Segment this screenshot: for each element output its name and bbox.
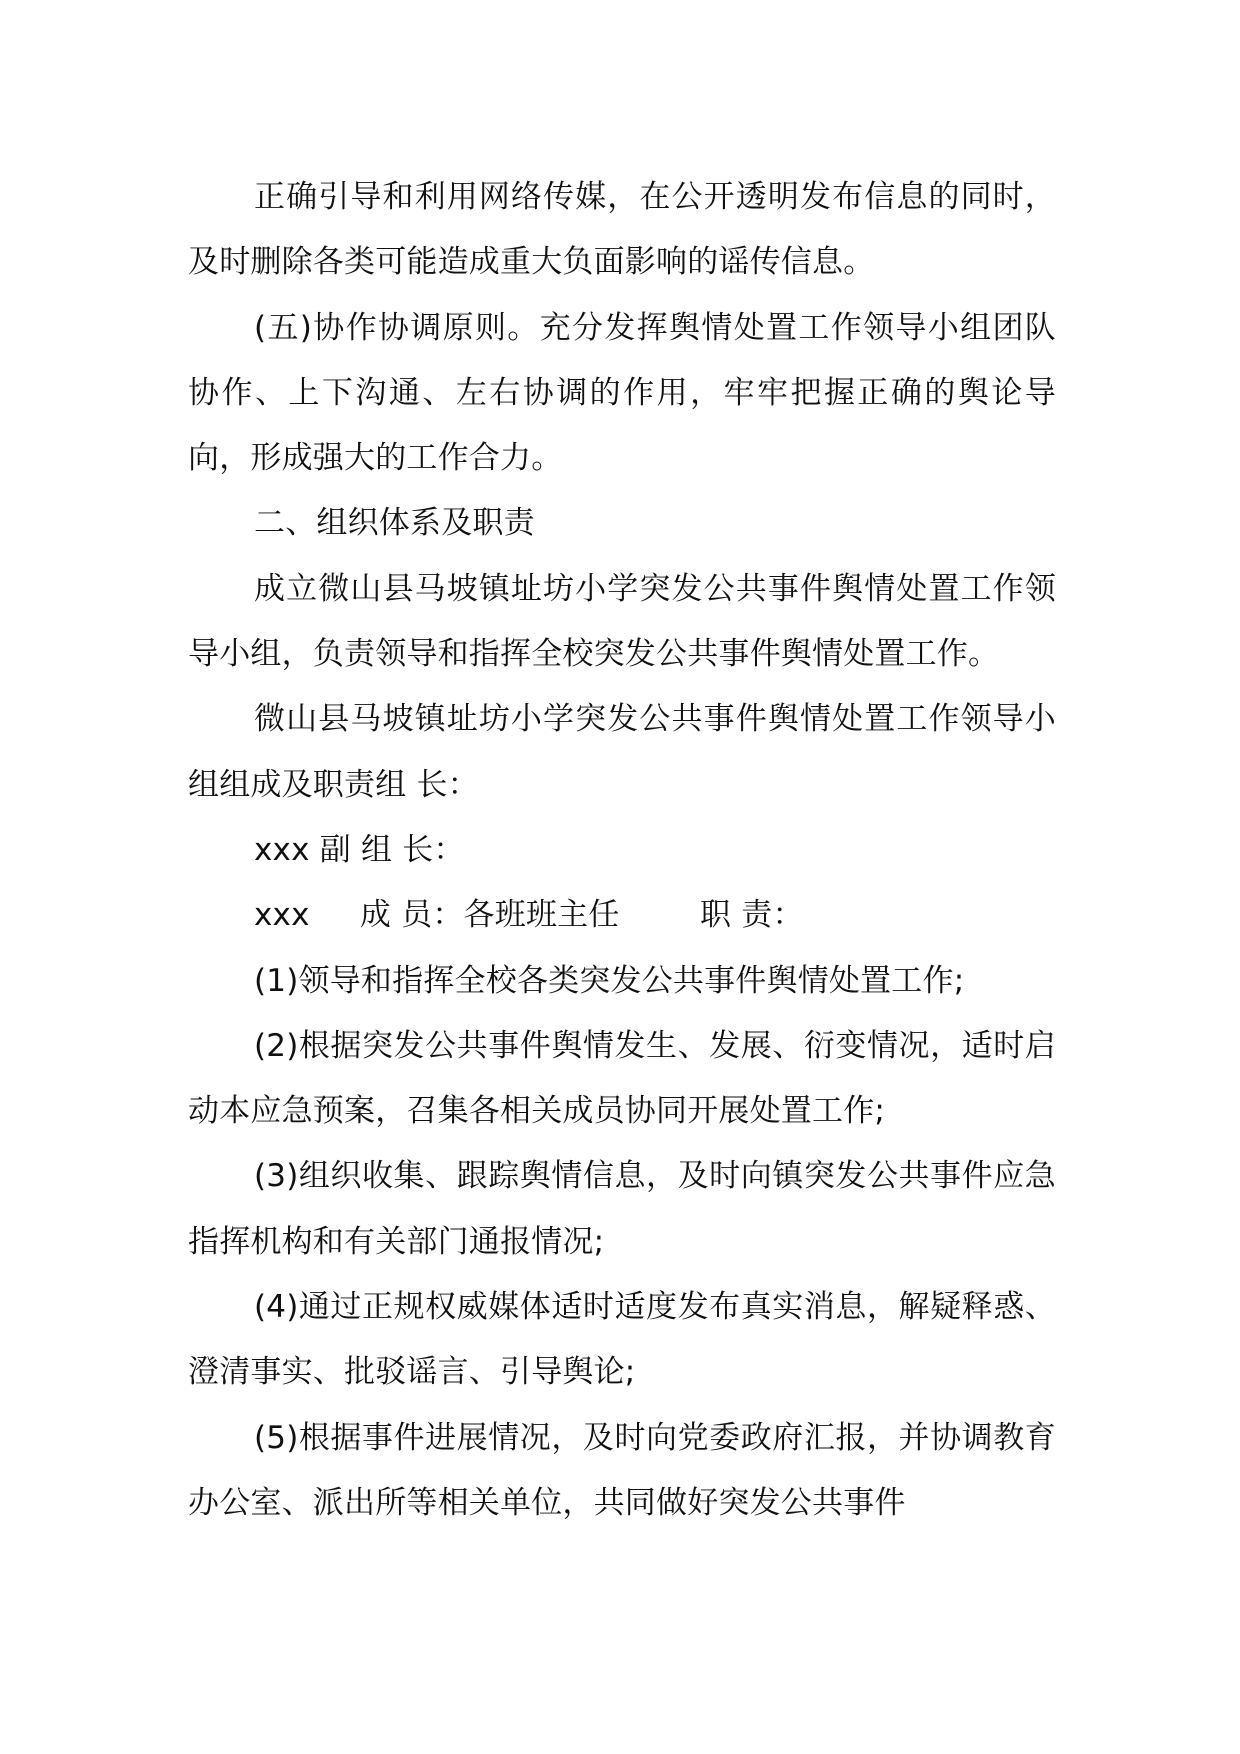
duty-item-3: (3)组织收集、跟踪舆情信息，及时向镇突发公共事件应急指挥机构和有关部门通报情况; [188,1158,1056,1260]
paragraph-members-duties: xxx 成 员：各班班主任 职 责： [254,897,804,934]
section-heading-organization: 二、组织体系及职责 [254,505,535,542]
paragraph-establish-group: 成立微山县马坡镇址坊小学突发公共事件舆情处置工作领导小组，负责领导和指挥全校突发公共事件舆情处置工作。 [188,570,1056,673]
paragraph-deputy-leader: xxx 副 组 长： [254,831,465,868]
paragraph-media-guidance: 正确引导和利用网络传媒，在公开透明发布信息的同时，及时删除各类可能造成重大负面影响的谣传信息。 [188,179,1056,281]
duty-item-5: (5)根据事件进展情况，及时向党委政府汇报，并协调教育办公室、派出所等相关单位，共同做好突发公共事件 [188,1419,1056,1521]
document-body [188,165,1056,1536]
duty-item-2: (2)根据突发公共事件舆情发生、发展、衍变情况，适时启动本应急预案，召集各相关成员协同开展处置工作; [188,1027,1056,1130]
duty-item-4: (4)通过正规权威媒体适时适度发布真实消息，解疑释惑、澄清事实、批驳谣言、引导舆论; [188,1289,1056,1391]
paragraph-group-composition: 微山县马坡镇址坊小学突发公共事件舆情处置工作领导小组组成及职责组 长： [188,701,1056,803]
paragraph-coordination-principle: (五)协作协调原则。充分发挥舆情处置工作领导小组团队协作、上下沟通、左右协调的作用，牢牢把握正确的舆论导向，形成强大的工作合力。 [188,309,1056,477]
duty-item-1: (1)领导和指挥全校各类突发公共事件舆情处置工作; [254,962,965,999]
